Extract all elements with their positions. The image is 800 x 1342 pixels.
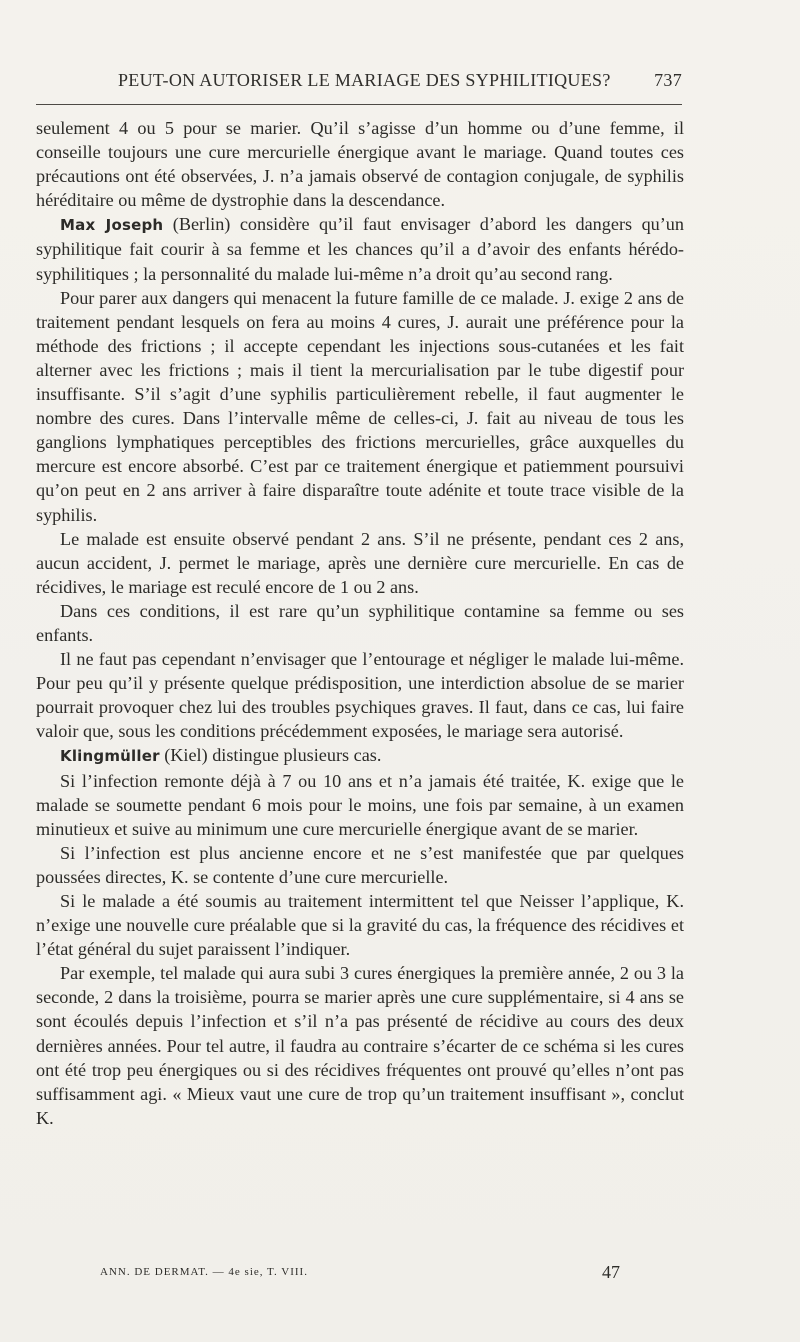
paragraph: Si l’infection remonte déjà à 7 ou 10 ans et n’a jamais été traitée, K. exige que le malade se soumette pendant 6 mois pour le moins, une fois par semaine, à un examen minutieux et suive au minimum une cure mercurielle énergique avant de se marier.: [36, 770, 684, 839]
journal-reference: ANN. DE DERMAT. — 4e sie, T. VIII.: [100, 1266, 308, 1278]
paragraph: Si l’infection est plus ancienne encore et ne s’est manifestée que par quelques poussées directes, K. se contente d’une cure mercurielle.: [36, 842, 684, 887]
author-name: Max Joseph: [60, 216, 164, 235]
running-header: [36, 70, 682, 98]
paragraph: Max Joseph (Berlin) considère qu’il faut envisager d’abord les dangers qu’un syphilitique fait courir à sa femme et les chances qu’il a d’avoir des enfants hérédo-syphilitiques ; la personnalité du malade lui-même n’a droit qu’au second rang.: [36, 214, 684, 284]
author-name: Klingmüller: [60, 747, 160, 766]
paragraph: Le malade est ensuite observé pendant 2 ans. S’il ne présente, pendant ces 2 ans, aucun accident, J. permet le mariage, après une dernière cure mercurielle. En cas de récidives, le mariage est reculé encore de 1 ou 2 ans.: [36, 528, 684, 597]
paragraph: Il ne faut pas cependant n’envisager que l’entourage et négliger le malade lui-même. Pour peu qu’il y présente quelque prédisposition, une interdiction absolue de se marier pourrait provoquer chez lui des troubles psychiques graves. Il faut, dans ce cas, lui faire valoir que, sous les conditions précédemment exposées, le mariage sera autorisé.: [36, 649, 684, 742]
paragraph: Par exemple, tel malade qui aura subi 3 cures énergiques la première année, 2 ou 3 la seconde, 2 dans la troisième, pourra se marier après une cure supplémentaire, si 4 ans se sont écoulés depuis l’infection et s’il n’a pas présenté de récidive au cours des deux dernières années. Pour tel autre, il faudra au contraire s’écarter de ce schéma si les cures ont été trop peu énergiques ou si des récidives fréquentes ont prouvé qu’elles n’ont pas suffisamment agi. « Mieux vaut une cure de trop qu’un traitement insuffisant », conclut K.: [36, 963, 684, 1128]
paragraph: Si le malade a été soumis au traitement intermittent tel que Neisser l’applique, K. n’exige une nouvelle cure préalable que si la gravité du cas, la fréquence des récidives et l’état général du sujet paraissent l’indiquer.: [36, 891, 684, 960]
page-number: 737: [654, 70, 682, 90]
header-rule: [36, 104, 682, 105]
signature-number: 47: [602, 1262, 620, 1282]
article-body: [36, 116, 684, 1130]
paragraph: seulement 4 ou 5 pour se marier. Qu’il s’agisse d’un homme ou d’une femme, il conseille toujours une cure mercurielle énergique avant le mariage. Quand toutes ces précautions ont été observées, J. n’a jamais observé de contagion conjugale, de syphilis héréditaire ou même de dystrophie dans la descendance.: [36, 118, 684, 211]
paragraph: Pour parer aux dangers qui menacent la future famille de ce malade. J. exige 2 ans de traitement pendant lesquels on fera au moins 4 cures, J. aurait une préférence pour la méthode des frictions ; il accepte cependant les injections sous-cutanées et les fait alterner avec les frictions ; mais il tient la mercurialisation par le tube digestif pour insuffisante. S’il s’agit d’une syphilis particulièrement rebelle, il faut augmenter le nombre des cures. Dans l’intervalle même de celles-ci, J. fait au niveau de tous les ganglions lymphatiques perceptibles des frictions mercurielles, grâce auxquelles du mercure est encore absorbé. C’est par ce traitement énergique et patiemment poursuivi qu’on peut en 2 ans arriver à faire disparaître toute adénite et toute trace visible de la syphilis.: [36, 287, 684, 525]
paragraph: Dans ces conditions, il est rare qu’un syphilitique contamine sa femme ou ses enfants.: [36, 600, 684, 645]
running-title: PEUT-ON AUTORISER LE MARIAGE DES SYPHILITIQUES?: [118, 70, 611, 90]
paragraph: Klingmüller (Kiel) distingue plusieurs cas.: [60, 745, 382, 766]
page-footer: [100, 1262, 620, 1286]
